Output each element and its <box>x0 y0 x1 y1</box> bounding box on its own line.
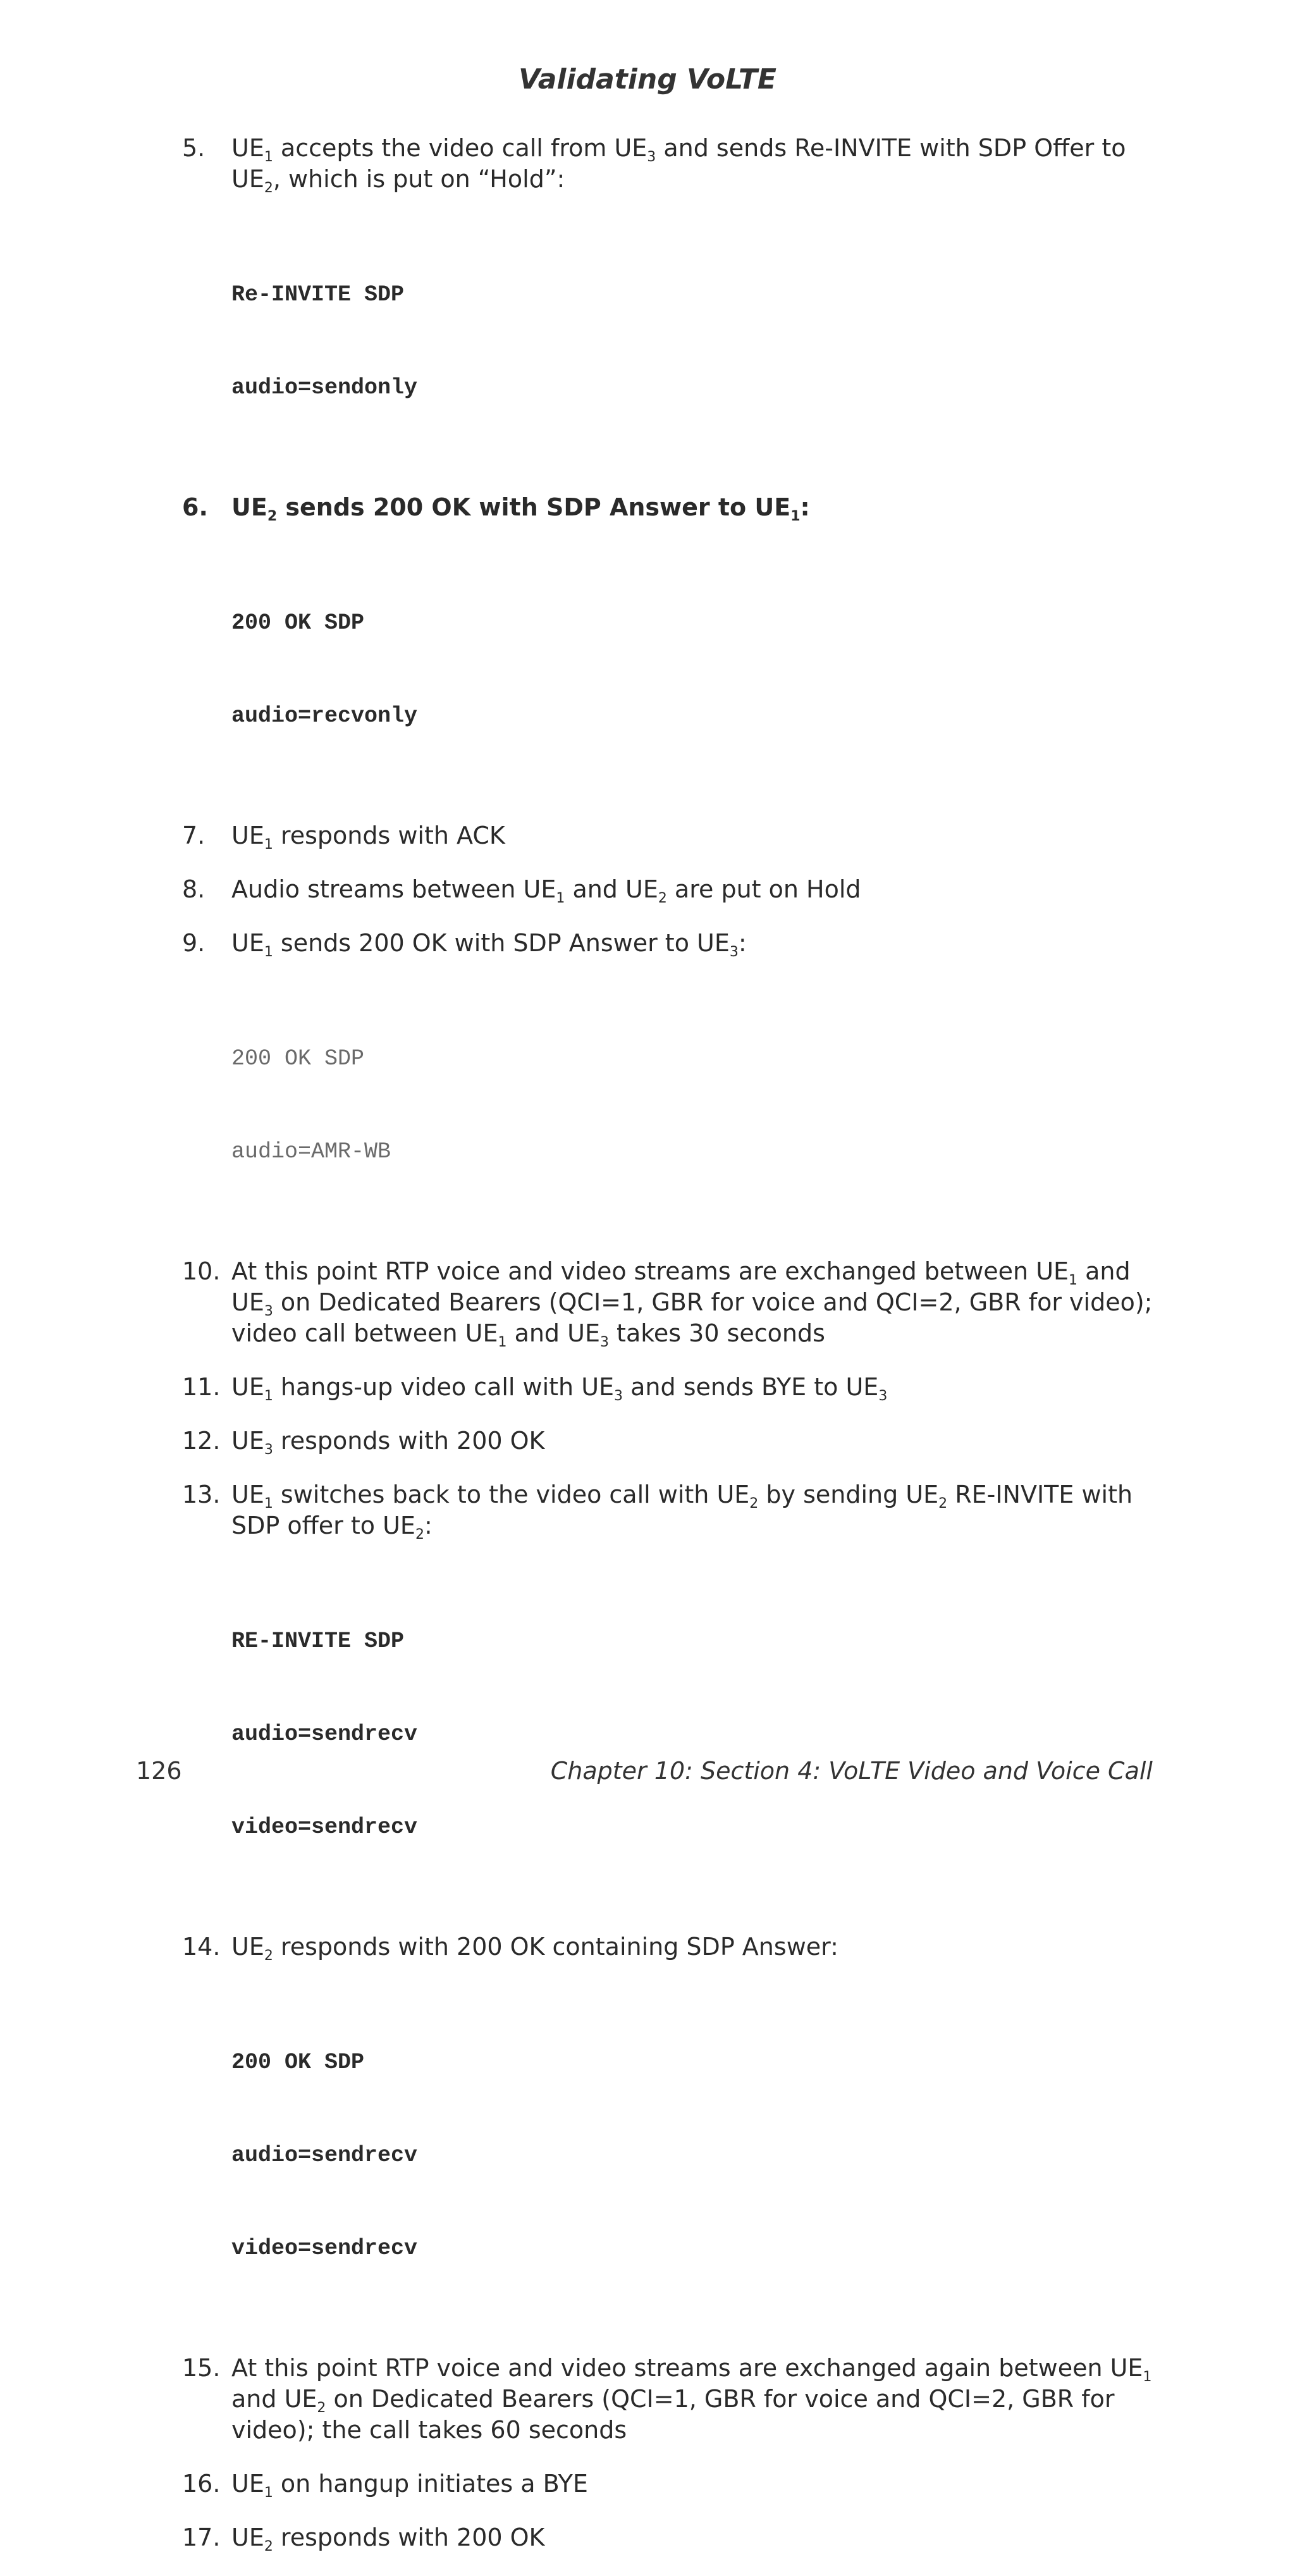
step-text-run: and sends BYE to UE <box>623 1373 879 1401</box>
step-text-run: : <box>800 493 810 521</box>
step-text-run: UE <box>231 1427 264 1455</box>
step-text-run: responds with 200 OK <box>273 2524 545 2551</box>
step-text <box>231 134 1126 196</box>
step-text <box>231 929 747 960</box>
step-text-run: UE <box>231 2524 264 2551</box>
step-text <box>231 1257 1153 1350</box>
code-line: 200 OK SDP <box>231 1046 365 1071</box>
step-number: 17. <box>182 2524 221 2551</box>
sdp-code-block <box>231 1985 1159 2326</box>
step-number: 9. <box>182 929 206 957</box>
chapter-footer: Chapter 10: Section 4: VoLTE Video and Voice Call <box>550 1757 1153 1785</box>
code-line: 200 OK SDP <box>231 2050 365 2075</box>
step-text-run: accepts the video call from UE <box>273 134 648 162</box>
step-text-run: responds with 200 OK <box>273 1427 545 1455</box>
page-number: 126 <box>136 1757 182 1785</box>
step-text-run: RE-INVITE with SDP offer to UE <box>231 1481 1133 1539</box>
step-text-run: : <box>424 1512 433 1539</box>
code-line: 200 OK SDP <box>231 610 365 636</box>
subscript: 1 <box>264 837 273 853</box>
step-text-run: UE <box>231 134 264 162</box>
step-item <box>182 1256 1159 1349</box>
subscript: 1 <box>1143 2369 1152 2385</box>
step-item <box>182 492 1159 523</box>
code-line: RE-INVITE SDP <box>231 1629 405 1654</box>
step-text-run: and UE <box>565 875 658 903</box>
step-item <box>182 2353 1159 2446</box>
subscript: 1 <box>264 1496 273 1512</box>
step-text-run: At this point RTP voice and video streams are exchanged between UE <box>231 1257 1069 1285</box>
subscript: 2 <box>415 1527 424 1543</box>
step-item <box>182 133 1159 195</box>
step-item <box>182 1372 1159 1403</box>
subscript: 1 <box>1069 1273 1078 1288</box>
code-line: video=sendrecv <box>231 1815 418 1840</box>
step-number: 16. <box>182 2470 221 2498</box>
subscript: 3 <box>614 1388 623 1404</box>
subscript: 2 <box>938 1496 948 1512</box>
step-number: 7. <box>182 822 206 849</box>
subscript: 3 <box>264 1442 273 1458</box>
subscript: 3 <box>729 944 739 960</box>
step-text-run: and sends Re-INVITE with SDP Offer to UE <box>231 134 1126 193</box>
step-text-run: sends 200 OK with SDP Answer to UE <box>277 493 791 521</box>
step-text <box>231 1481 1133 1543</box>
sdp-code-block <box>231 546 1159 794</box>
subscript: 2 <box>658 891 667 906</box>
code-line: audio=recvonly <box>231 703 418 729</box>
step-text-run: by sending UE <box>758 1481 939 1508</box>
step-text-run: UE <box>231 2470 264 2498</box>
step-item <box>182 2522 1159 2553</box>
step-item <box>182 1479 1159 1541</box>
sdp-code-block <box>231 982 1159 1229</box>
subscript: 2 <box>317 2400 326 2416</box>
step-text-run: switches back to the video call with UE <box>273 1481 750 1508</box>
subscript: 3 <box>878 1388 888 1404</box>
step-text <box>231 822 505 853</box>
step-number: 5. <box>182 134 206 162</box>
step-text-run: UE <box>231 929 264 957</box>
step-text-run: on Dedicated Bearers (QCI=1, GBR for voice and QCI=2, GBR for video); the call takes 60 seconds <box>231 2385 1115 2444</box>
sdp-code-block <box>231 218 1159 465</box>
subscript: 3 <box>264 1303 273 1319</box>
step-text-run: responds with 200 OK containing SDP Answer: <box>273 1933 838 1961</box>
code-line: audio=AMR-WB <box>231 1139 391 1164</box>
step-item <box>182 1426 1159 1457</box>
step-text-run: UE <box>231 1373 264 1401</box>
step-text <box>231 2354 1151 2444</box>
step-number: 15. <box>182 2354 221 2382</box>
step-text-run: Audio streams between UE <box>231 875 556 903</box>
step-text-run: on hangup initiates a BYE <box>273 2470 588 2498</box>
step-item <box>182 2468 1159 2499</box>
step-text-run: responds with ACK <box>273 822 505 849</box>
step-text-run: on Dedicated Bearers (QCI=1, GBR for voice and QCI=2, GBR for video); video call between UE <box>231 1288 1153 1347</box>
step-text <box>231 1427 545 1458</box>
step-text-run: , which is put on “Hold”: <box>273 165 565 193</box>
step-text-run: hangs-up video call with UE <box>273 1373 615 1401</box>
subscript: 1 <box>556 891 565 906</box>
sdp-code-block <box>231 1564 1159 1905</box>
running-head: Validating VoLTE <box>519 63 776 96</box>
subscript: 3 <box>647 149 656 165</box>
subscript: 2 <box>267 508 278 524</box>
subscript: 3 <box>599 1334 609 1350</box>
step-number: 6. <box>182 493 208 521</box>
subscript: 1 <box>264 149 273 165</box>
step-item <box>182 928 1159 959</box>
code-line: audio=sendonly <box>231 375 418 400</box>
step-text <box>231 2524 545 2554</box>
step-number: 13. <box>182 1481 221 1508</box>
step-text-run: UE <box>231 822 264 849</box>
step-item <box>182 820 1159 851</box>
step-text <box>231 2470 588 2501</box>
step-item <box>182 1932 1159 1963</box>
code-line: audio=sendrecv <box>231 1722 418 1747</box>
step-text-run: UE <box>231 1481 264 1508</box>
subscript: 1 <box>790 508 801 524</box>
subscript: 2 <box>264 2539 273 2554</box>
code-line: audio=sendrecv <box>231 2143 418 2168</box>
step-text-run: are put on Hold <box>666 875 861 903</box>
step-text-run: takes 30 seconds <box>608 1319 825 1347</box>
step-number: 14. <box>182 1933 221 1961</box>
subscript: 1 <box>264 2485 273 2501</box>
code-line: Re-INVITE SDP <box>231 282 405 307</box>
code-line: video=sendrecv <box>231 2236 418 2261</box>
step-text-run: UE <box>231 493 267 521</box>
step-text-run: At this point RTP voice and video streams are exchanged again between UE <box>231 2354 1143 2382</box>
step-text-run: and UE <box>231 2385 317 2413</box>
step-number: 12. <box>182 1427 221 1455</box>
subscript: 1 <box>498 1334 507 1350</box>
step-text <box>231 493 810 524</box>
step-text-run: UE <box>231 1933 264 1961</box>
step-text-run: and UE <box>506 1319 600 1347</box>
step-number: 10. <box>182 1257 221 1285</box>
step-text <box>231 875 861 906</box>
step-item <box>182 874 1159 905</box>
subscript: 2 <box>749 1496 759 1512</box>
step-text-run: : <box>738 929 747 957</box>
page-content <box>182 133 1159 2576</box>
subscript: 1 <box>264 944 273 960</box>
subscript: 2 <box>264 180 273 196</box>
step-text <box>231 1933 838 1964</box>
step-text <box>231 1373 888 1404</box>
step-number: 11. <box>182 1373 221 1401</box>
subscript: 2 <box>264 1948 273 1964</box>
step-text-run: and UE <box>231 1257 1131 1316</box>
subscript: 1 <box>264 1388 273 1404</box>
step-text-run: sends 200 OK with SDP Answer to UE <box>273 929 730 957</box>
step-number: 8. <box>182 875 206 903</box>
